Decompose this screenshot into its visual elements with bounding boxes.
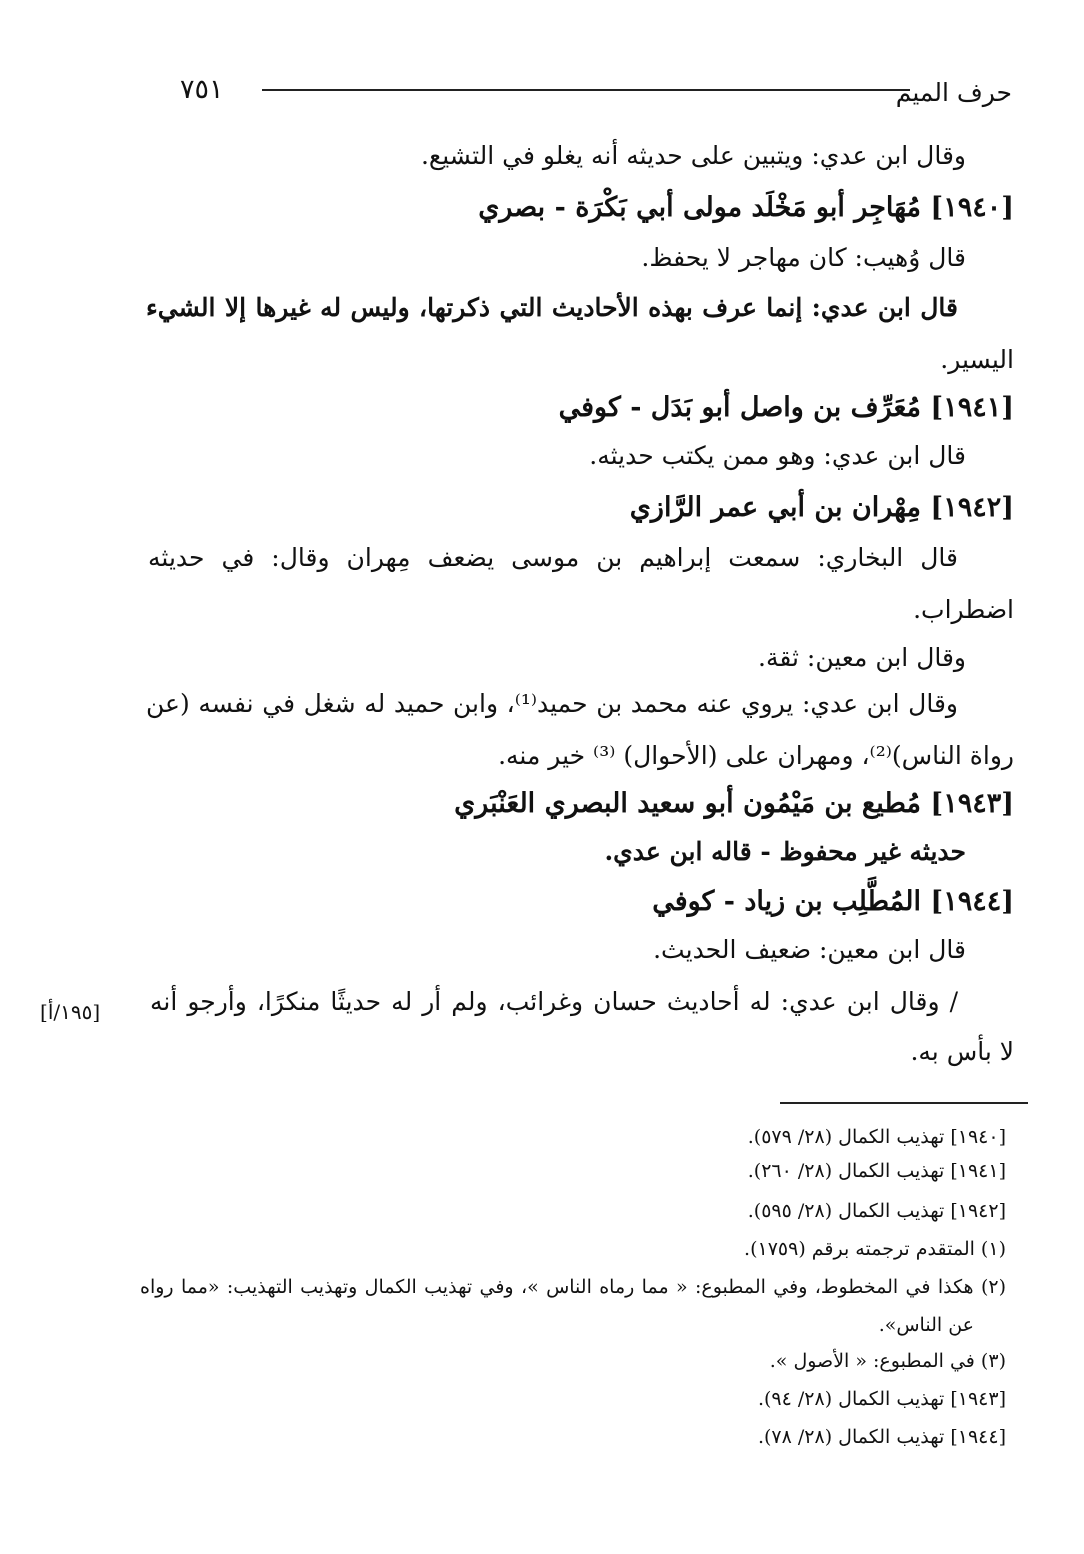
entry-heading: [١٩٤٤] المُطَّلِب بن زياد - كوفي: [652, 886, 1014, 917]
body-line: وقال ابن عدي: يروي عنه محمد بن حميد⁽¹⁾، وابن حميد له شغل في نفسه (عن: [146, 689, 958, 718]
entry-heading: [١٩٤٠] مُهَاجِر أبو مَخْلَد مولى أبي بَكْرَة - بصري: [478, 192, 1014, 223]
body-line: اضطراب.: [913, 595, 1014, 624]
footnote: [١٩٤٠] تهذيب الكمال (٢٨/ ٥٧٩).: [747, 1126, 1006, 1148]
footnote-rule: [780, 1102, 1028, 1104]
footnote: (٣) في المطبوع: « الأصول ».: [769, 1350, 1006, 1372]
body-line: وقال ابن عدي: ويتبين على حديثه أنه يغلو في التشيع.: [420, 141, 966, 170]
body-line: قال ابن معين: ضعيف الحديث.: [653, 935, 966, 964]
entry-heading: [١٩٤٢] مِهْران بن أبي عمر الرَّازي: [629, 492, 1014, 523]
body-line: لا بأس به.: [910, 1037, 1014, 1066]
body-line: وقال ابن معين: ثقة.: [758, 643, 966, 672]
footnote: (١) المتقدم ترجمته برقم (١٧٥٩).: [744, 1238, 1006, 1260]
footnote-continuation: عن الناس».: [878, 1314, 974, 1336]
header-rule: [262, 89, 910, 91]
body-line: قال ابن عدي: إنما عرف بهذه الأحاديث التي ذكرتها، وليس له غيرها إلا الشيء: [146, 293, 958, 322]
entry-heading: [١٩٤٣] مُطيع بن مَيْمُون أبو سعيد البصري العَنْبَري: [454, 788, 1014, 819]
body-line: / وقال ابن عدي: له أحاديث حسان وغرائب، ولم أر له حديثًا منكرًا، وأرجو أنه: [150, 987, 958, 1016]
body-line: رواة الناس)⁽²⁾، ومهران على (الأحوال) ⁽³⁾ خير منه.: [498, 741, 1014, 770]
footnote: [١٩٤٣] تهذيب الكمال (٢٨/ ٩٤).: [757, 1388, 1006, 1410]
margin-manuscript-reference: [١٩٥/أ]: [40, 1000, 101, 1024]
running-header-title: حرف الميم: [895, 78, 1012, 107]
footnote: [١٩٤٢] تهذيب الكمال (٢٨/ ٥٩٥).: [747, 1200, 1006, 1222]
body-line: اليسير.: [940, 345, 1014, 374]
footnote: [١٩٤١] تهذيب الكمال (٢٨/ ٢٦٠).: [747, 1160, 1006, 1182]
footnote: (٢) هكذا في المخطوط، وفي المطبوع: « مما رماه الناس »، وفي تهذيب الكمال وتهذيب التهذيب: «مما رواه: [140, 1276, 1006, 1298]
footnote: [١٩٤٤] تهذيب الكمال (٢٨/ ٧٨).: [757, 1426, 1006, 1448]
body-line: حديثه غير محفوظ - قاله ابن عدي.: [604, 837, 966, 866]
entry-heading: [١٩٤١] مُعَرِّف بن واصل أبو بَدَل - كوفي: [558, 392, 1014, 423]
body-line: قال البخاري: سمعت إبراهيم بن موسى يضعف مِهران وقال: في حديثه: [148, 543, 958, 572]
body-line: قال ابن عدي: وهو ممن يكتب حديثه.: [589, 441, 966, 470]
body-line: قال وُهيب: كان مهاجر لا يحفظ.: [641, 243, 966, 272]
page-number: ٧٥١: [180, 74, 224, 105]
